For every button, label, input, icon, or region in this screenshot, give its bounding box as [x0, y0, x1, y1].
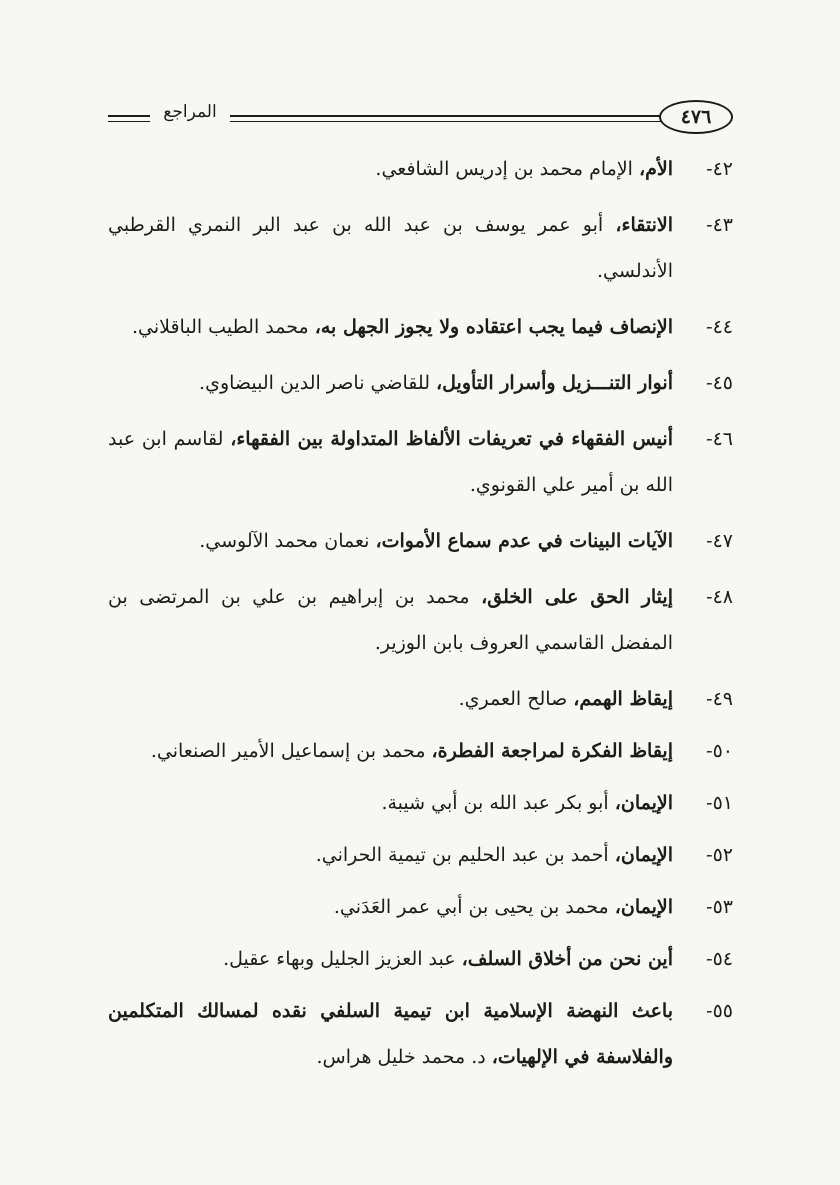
entry-title: الانتقاء،: [615, 214, 673, 236]
running-title: المراجع: [163, 102, 217, 122]
entry-author: الإمام محمد بن إدريس الشافعي.: [375, 158, 639, 180]
entry-title: الإيمان،: [614, 896, 673, 918]
entry-author: محمد بن إسماعيل الأمير الصنعاني.: [150, 740, 432, 762]
entry-author: للقاضي ناصر الدين البيضاوي.: [199, 372, 437, 394]
entry-number: ٤٣-: [706, 214, 733, 236]
entry-text: [108, 728, 673, 774]
entry-title: إيقاظ الهمم،: [573, 688, 673, 710]
reference-entry: [108, 728, 733, 774]
entry-title: الإنصاف فيما يجب اعتقاده ولا يجوز الجهل به،: [314, 316, 673, 338]
reference-entry: [108, 832, 733, 878]
references-list: [108, 146, 733, 1086]
entry-number: ٤٥-: [706, 372, 733, 394]
reference-entry: [108, 936, 733, 982]
entry-title: باعث النهضة الإسلامية ابن تيمية السلفي نقده لمسالك المتكلمين والفلاسفة في الإلهيات،: [108, 1000, 673, 1068]
entry-text: [108, 416, 673, 508]
reference-entry: [108, 884, 733, 930]
entry-text: [108, 518, 673, 564]
entry-title: الإيمان،: [614, 844, 673, 866]
entry-text: [108, 780, 673, 826]
entry-number: ٥١-: [706, 792, 733, 814]
entry-author: محمد بن يحيى بن أبي عمر العَدَني.: [333, 896, 615, 918]
entry-text: [108, 936, 673, 982]
reference-entry: [108, 202, 733, 294]
reference-entry: [108, 304, 733, 350]
entry-title: أين نحن من أخلاق السلف،: [461, 948, 673, 970]
entry-number: ٥٢-: [706, 844, 733, 866]
page-header: [108, 100, 733, 140]
entry-title: إيقاظ الفكرة لمراجعة الفطرة،: [431, 740, 673, 762]
reference-entry: [108, 416, 733, 508]
entry-author: عبد العزيز الجليل وبهاء عقيل.: [223, 948, 462, 970]
entry-text: [108, 884, 673, 930]
entry-author: نعمان محمد الآلوسي.: [199, 530, 376, 552]
entry-text: [108, 676, 673, 722]
entry-text: [108, 202, 673, 294]
entry-author: د. محمد خليل هراس.: [316, 1046, 492, 1068]
entry-title: إيثار الحق على الخلق،: [481, 586, 673, 608]
entry-text: [108, 832, 673, 878]
entry-author: لقاسم ابن عبد الله بن أمير علي القونوي.: [108, 428, 673, 496]
reference-entry: [108, 518, 733, 564]
entry-text: [108, 574, 673, 666]
entry-author: أحمد بن عبد الحليم بن تيمية الحراني.: [315, 844, 615, 866]
reference-entry: [108, 360, 733, 406]
entry-author: محمد بن إبراهيم بن علي بن المرتضى بن المفضل القاسمي العروف بابن الوزير.: [108, 586, 673, 654]
entry-title: الأم،: [638, 158, 673, 180]
entry-title: الإيمان،: [614, 792, 673, 814]
entry-number: ٥٤-: [706, 948, 733, 970]
entry-number: ٥٥-: [706, 1000, 733, 1022]
entry-text: [108, 360, 673, 406]
entry-number: ٤٩-: [706, 688, 733, 710]
entry-number: ٤٢-: [706, 158, 733, 180]
reference-entry: [108, 780, 733, 826]
entry-author: أبو عمر يوسف بن عبد الله بن عبد البر النمري القرطبي الأندلسي.: [108, 214, 673, 282]
reference-entry: [108, 676, 733, 722]
entry-number: ٤٧-: [706, 530, 733, 552]
entry-text: [108, 146, 673, 192]
entry-author: صالح العمري.: [458, 688, 574, 710]
entry-number: ٥٠-: [706, 740, 733, 762]
entry-number: ٤٦-: [706, 428, 733, 450]
entry-title: أنوار التنـــزيل وأسرار التأويل،: [436, 372, 673, 394]
entry-text: [108, 304, 673, 350]
entry-number: ٤٤-: [706, 316, 733, 338]
header-rule-short: [108, 115, 150, 122]
entry-title: أنيس الفقهاء في تعريفات الألفاظ المتداولة بين الفقهاء،: [230, 428, 673, 450]
entry-author: محمد الطيب الباقلاني.: [131, 316, 315, 338]
entry-author: أبو بكر عبد الله بن أبي شيبة.: [381, 792, 615, 814]
header-rule-long: [230, 115, 661, 122]
reference-entry: [108, 146, 733, 192]
reference-entry: [108, 988, 733, 1080]
entry-number: ٤٨-: [706, 586, 733, 608]
page-number-badge: [659, 100, 733, 134]
page-number: ٤٧٦: [680, 106, 712, 128]
reference-entry: [108, 574, 733, 666]
entry-number: ٥٣-: [706, 896, 733, 918]
entry-title: الآيات البينات في عدم سماع الأموات،: [375, 530, 673, 552]
entry-text: [108, 988, 673, 1080]
